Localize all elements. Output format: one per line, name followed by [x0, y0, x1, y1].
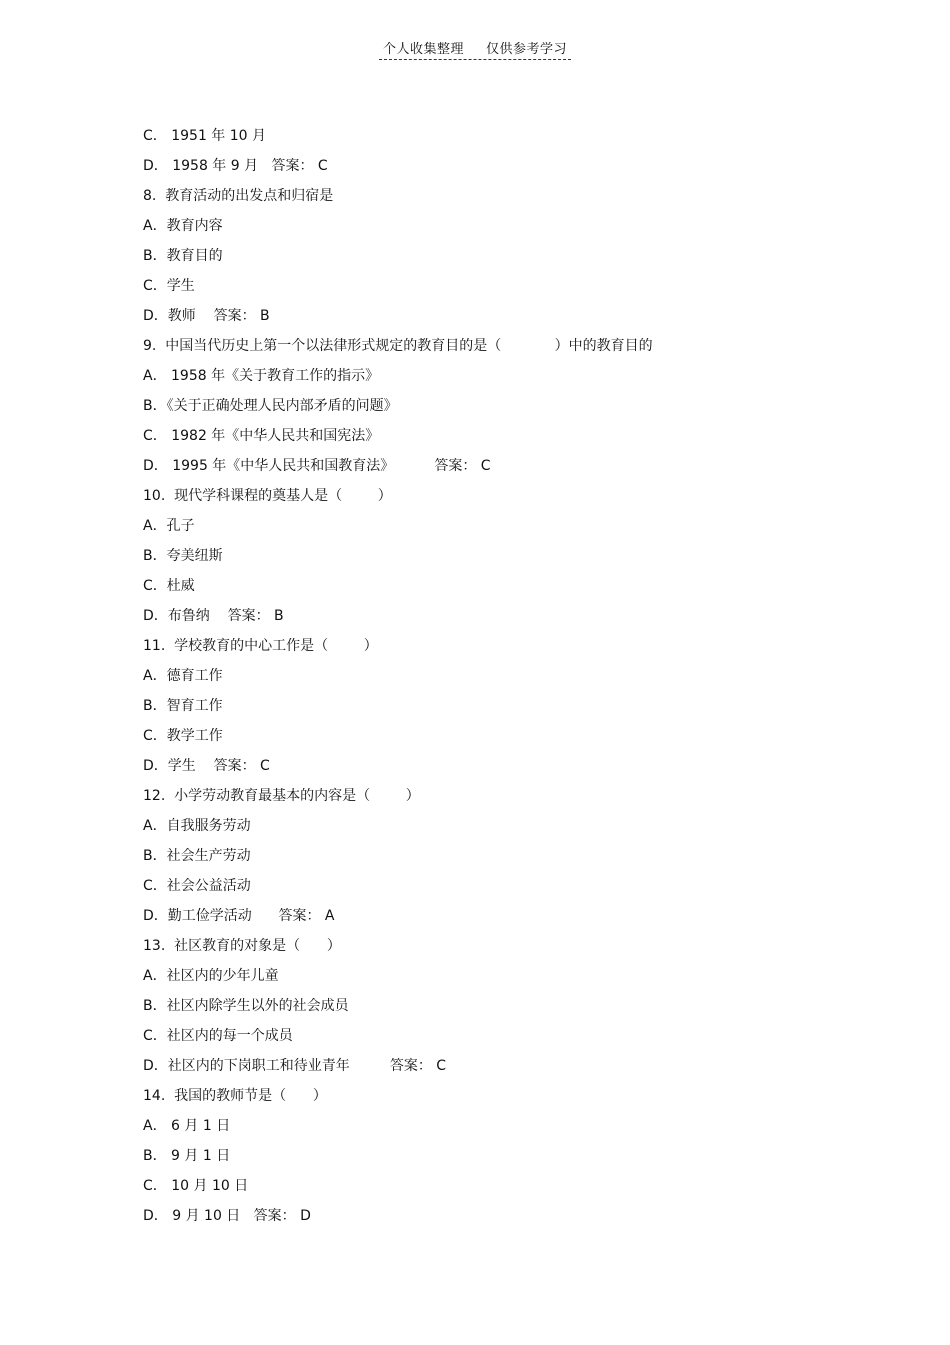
question-line: B．社区内除学生以外的社会成员: [143, 998, 349, 1014]
question-line: 11. 学校教育的中心工作是（ ）: [143, 638, 378, 654]
question-line: D．社区内的下岗职工和待业青年 答案： C: [143, 1058, 447, 1074]
question-line: 8. 教育活动的出发点和归宿是: [143, 188, 334, 204]
question-line: C．杜威: [143, 578, 195, 594]
header-right-text: 仅供参考学习: [486, 42, 568, 57]
header-banner: [379, 38, 571, 60]
question-line: C． 1982 年《中华人民共和国宪法》: [143, 428, 380, 444]
question-line: D． 9 月 10 日 答案： D: [143, 1208, 311, 1224]
question-line: D． 1995 年《中华人民共和国教育法》 答案： C: [143, 458, 491, 474]
question-list: [143, 125, 843, 1235]
question-line: B．夸美纽斯: [143, 548, 223, 564]
question-line: D．学生 答案： C: [143, 758, 270, 774]
question-line: D．布鲁纳 答案： B: [143, 608, 284, 624]
question-line: A． 6 月 1 日: [143, 1118, 231, 1134]
question-line: B．智育工作: [143, 698, 223, 714]
question-line: 14. 我国的教师节是（ ）: [143, 1088, 327, 1104]
question-line: A．德育工作: [143, 668, 223, 684]
page-header: [0, 38, 950, 60]
question-line: C．社会公益活动: [143, 878, 251, 894]
question-line: D． 1958 年 9 月 答案： C: [143, 158, 328, 174]
question-line: C． 1951 年 10 月: [143, 128, 267, 144]
question-line: A．孔子: [143, 518, 195, 534]
question-line: 10. 现代学科课程的奠基人是（ ）: [143, 488, 392, 504]
question-line: D．教师 答案： B: [143, 308, 270, 324]
question-line: B．社会生产劳动: [143, 848, 251, 864]
question-line: A．教育内容: [143, 218, 223, 234]
question-line: C． 10 月 10 日: [143, 1178, 249, 1194]
question-line: B．教育目的: [143, 248, 223, 264]
question-line: C．教学工作: [143, 728, 223, 744]
question-line: 9. 中国当代历史上第一个以法律形式规定的教育目的是（ ）中的教育目的: [143, 338, 653, 354]
question-line: C．社区内的每一个成员: [143, 1028, 293, 1044]
question-line: B． 9 月 1 日: [143, 1148, 231, 1164]
question-line: A．自我服务劳动: [143, 818, 251, 834]
header-left-text: 个人收集整理: [382, 42, 464, 57]
question-line: A．社区内的少年儿童: [143, 968, 279, 984]
question-line: 12. 小学劳动教育最基本的内容是（ ）: [143, 788, 420, 804]
question-line: C．学生: [143, 278, 195, 294]
question-line: D．勤工俭学活动 答案： A: [143, 908, 335, 924]
question-line: B．《关于正确处理人民内部矛盾的问题》: [143, 398, 398, 414]
question-line: A． 1958 年《关于教育工作的指示》: [143, 368, 380, 384]
question-line: 13. 社区教育的对象是（ ）: [143, 938, 341, 954]
